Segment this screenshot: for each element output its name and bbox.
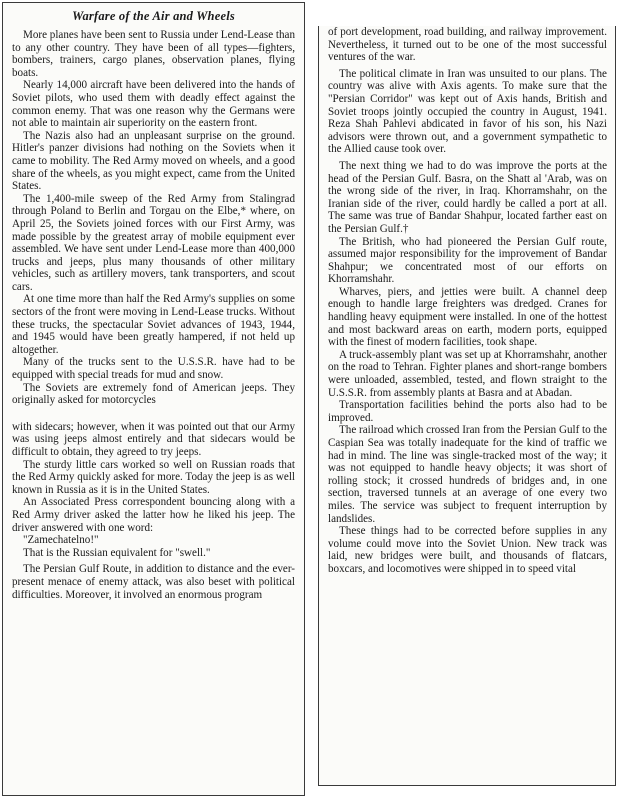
paragraph: The Persian Gulf Route, in addition to distance and the ever-present menace of enemy attack, was also beset with political difficulties. Moreover, it involved an enormous program	[12, 563, 295, 601]
paragraph: The sturdy little cars worked so well on Russian roads that the Red Army quickly asked for more. Today the jeep is as well known in Russia as it is in the United States.	[12, 458, 295, 496]
paragraph: The 1,400-mile sweep of the Red Army from Stalingrad through Poland to Berlin and Torgau on the Elbe,* where, on April 25, the Soviets joined forces with our First Army, was made possible by the greatest array of mobile equipment ever assembled. We have sent under Lend-Lease more than 400,000 trucks and jeeps, plus many thousands of other military vehicles, such as artillery movers, tank transporters, and scout cars.	[12, 192, 295, 293]
right-text-column	[328, 26, 607, 576]
left-text-column	[12, 29, 295, 601]
paragraph: The railroad which crossed Iran from the Persian Gulf to the Caspian Sea was totally inadequate for the kind of traffic we had in mind. The line was single-tracked most of the way; it was not equipped to handle heavy objects; it was short of rolling stock; it crossed hundreds of bridges and, in one section, traversed tunnels at an average of one every two miles. The service was subject to frequent interruption by landslides.	[328, 424, 608, 525]
left-clipping	[2, 2, 305, 796]
paragraph: The political climate in Iran was unsuited to our plans. The country was alive with Axis agents. To make sure that the "Persian Corridor" was kept out of Axis hands, British and Soviet troops jointly occupied the country in August, 1941. Reza Shah Pahlevi abdicated in favor of his son, his Nazi advisors were thrown out, and a government sympathetic to the Allied cause took over.	[328, 67, 607, 156]
paragraph: At one time more than half the Red Army's supplies on some sectors of the front were moving in Lend-Lease trucks. Without these trucks, the spectacular Soviet advances of 1943, 1944, and 1945 would have been greatly hampered, if not held up altogether.	[12, 293, 295, 356]
paragraph-continued: with sidecars; however, when it was pointed out that our Army was using jeeps almost entirely and that sidecars would be difficult to obtain, they agreed to try jeeps.	[12, 420, 295, 458]
paragraph: An Associated Press correspondent bouncing along with a Red Army driver asked the latter how he liked his jeep. The driver answered with one word:	[12, 496, 295, 534]
article-headline: Warfare of the Air and Wheels	[72, 9, 235, 23]
paragraph-continued: of port development, road building, and railway improvement. Nevertheless, it turned out to be one of the most successful ventures of the war.	[328, 26, 607, 64]
paragraph: Nearly 14,000 aircraft have been delivered into the hands of Soviet pilots, who used them with deadly effect against the common enemy. That was one reason why the Germans were not able to maintain air superiority on the eastern front.	[12, 79, 295, 130]
paragraph: The next thing we had to do was improve the ports at the head of the Persian Gulf. Basra, on the Shatt al 'Arab, was on the wrong side of the river, in Iraq. Khorramshahr, on the Iranian side of the river, could hardly be called a port at all. The same was true of Bandar Shahpur, located farther east on the Persian Gulf.†	[328, 159, 607, 235]
paragraph: These things had to be corrected before supplies in any volume could move into the Soviet Union. New track was laid, new bridges were built, and thousands of flatcars, boxcars, and locomotives were shipped in to speed vital	[328, 525, 607, 575]
paragraph: Transportation facilities behind the ports also had to be improved.	[328, 399, 607, 424]
paragraph: More planes have been sent to Russia under Lend-Lease than to any other country. They have been of all types—fighters, bombers, trainers, cargo planes, observation planes, flying boats.	[12, 29, 296, 79]
right-clipping	[318, 26, 616, 786]
paragraph: The Soviets are extremely fond of American jeeps. They originally asked for motorcycles	[12, 381, 295, 407]
paragraph: Many of the trucks sent to the U.S.S.R. have had to be equipped with special treads for mud and snow.	[12, 356, 295, 382]
paragraph: Wharves, piers, and jetties were built. A channel deep enough to handle large freighters was dredged. Cranes for handling heavy equipment were installed. In one of the hottest and most backward areas on earth, modern ports, equipped with the finest of modern facilities, took shape.	[328, 285, 607, 349]
paragraph: The Nazis also had an unpleasant surprise on the ground. Hitler's panzer divisions had nothing on the Soviets when it came to mobility. The Red Army moved on wheels, and a good share of the wheels, as you might expect, came from the United States.	[12, 129, 295, 193]
paragraph: The British, who had pioneered the Persian Gulf route, assumed major responsibility for the improvement of Bandar Shahpur; we concentrated most of our efforts on Khorramshahr.	[328, 235, 607, 286]
quote-line: "Zamechatelno!"	[23, 534, 99, 547]
paragraph: That is the Russian equivalent for "swell."	[23, 546, 211, 559]
paragraph: A truck-assembly plant was set up at Khorramshahr, another on the road to Tehran. Fighter planes and short-range bombers were unloaded, assembled, tested, and flown straight to the U.S.S.R. from assembly plants at Basra and at Abadan.	[328, 348, 607, 399]
clipping-gap	[12, 407, 295, 421]
